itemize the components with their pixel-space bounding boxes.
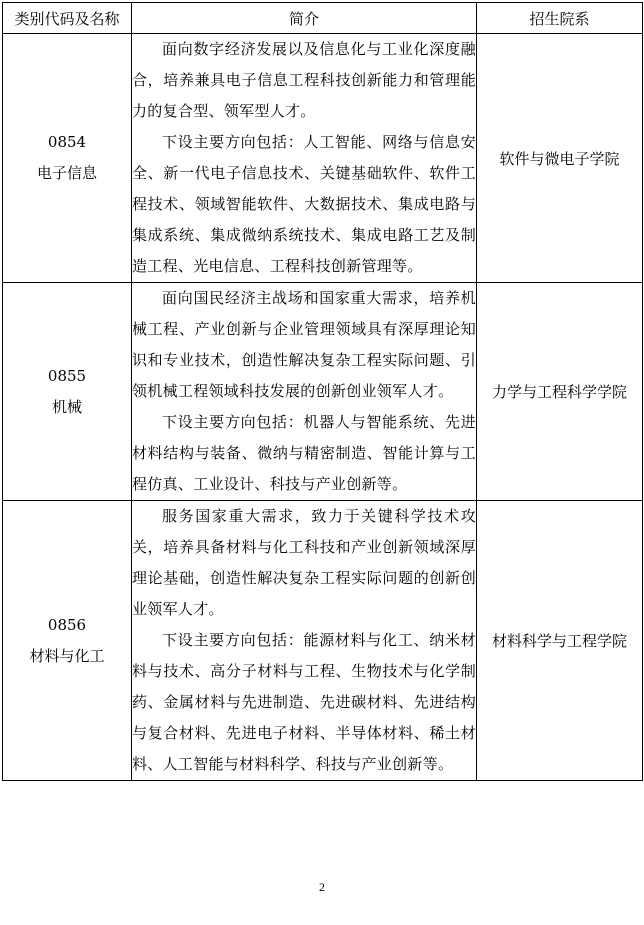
program-school: 软件与微电子学院: [477, 34, 643, 283]
program-name: 电子信息: [36, 164, 97, 182]
intro-directions-paragraph: 下设主要方向包括：机器人与智能系统、先进材料结构与装备、微纳与精密制造、智能计算与工程仿真、工业设计、科技与产业创新等。: [132, 413, 476, 493]
program-school: 力学与工程科学学院: [477, 283, 643, 501]
table-row: [3, 501, 643, 781]
intro-directions-paragraph: 下设主要方向包括：能源材料与化工、纳米材料与技术、高分子材料与工程、生物技术与化学制药、金属材料与先进制造、先进碳材料、先进结构与复合材料、先进电子材料、半导体材料、稀土材料、人工智能与材料科学、科技与产业创新等。: [132, 631, 476, 773]
header-school: 招生院系: [477, 3, 643, 34]
program-code-name-cell: [3, 283, 132, 501]
program-code-name-cell: [3, 501, 132, 781]
page-number: 2: [319, 880, 325, 894]
program-intro-cell: [132, 34, 477, 283]
header-intro: 简介: [132, 3, 477, 34]
intro-paragraph: 面向国民经济主战场和国家重大需求，培养机械工程、产业创新与企业管理领域具有深厚理论知识和专业技术，创造性解决复杂工程实际问题、引领机械工程领域科技发展的创新创业领军人才。: [132, 289, 476, 400]
table-header-row: [3, 3, 643, 34]
intro-paragraph: 服务国家重大需求，致力于关键科学技术攻关，培养具备材料与化工科技和产业创新领域深厚理论基础，创造性解决复杂工程实际问题的创新创业领军人才。: [132, 507, 476, 618]
program-code-name-cell: [3, 34, 132, 283]
intro-directions-paragraph: 下设主要方向包括：人工智能、网络与信息安全、新一代电子信息技术、关键基础软件、软件工程技术、领域智能软件、大数据技术、集成电路与集成系统、集成微纳系统技术、集成电路工艺及制造工程、光电信息、工程科技创新管理等。: [132, 133, 476, 275]
program-school: 材料科学与工程学院: [477, 501, 643, 781]
program-table: [2, 2, 643, 781]
program-intro-cell: [132, 501, 477, 781]
header-code-name: 类别代码及名称: [3, 3, 132, 34]
program-code: 0855: [47, 366, 87, 385]
table-row: [3, 34, 643, 283]
program-code: 0854: [47, 133, 87, 151]
program-intro-cell: [132, 283, 477, 501]
table-row: [3, 283, 643, 501]
program-name: 机械: [51, 397, 82, 416]
program-code: 0856: [47, 615, 87, 634]
intro-paragraph: 面向数字经济发展以及信息化与工业化深度融合，培养兼具电子信息工程科技创新能力和管理能力的复合型、领军型人才。: [132, 40, 476, 120]
program-name: 材料与化工: [29, 646, 105, 665]
